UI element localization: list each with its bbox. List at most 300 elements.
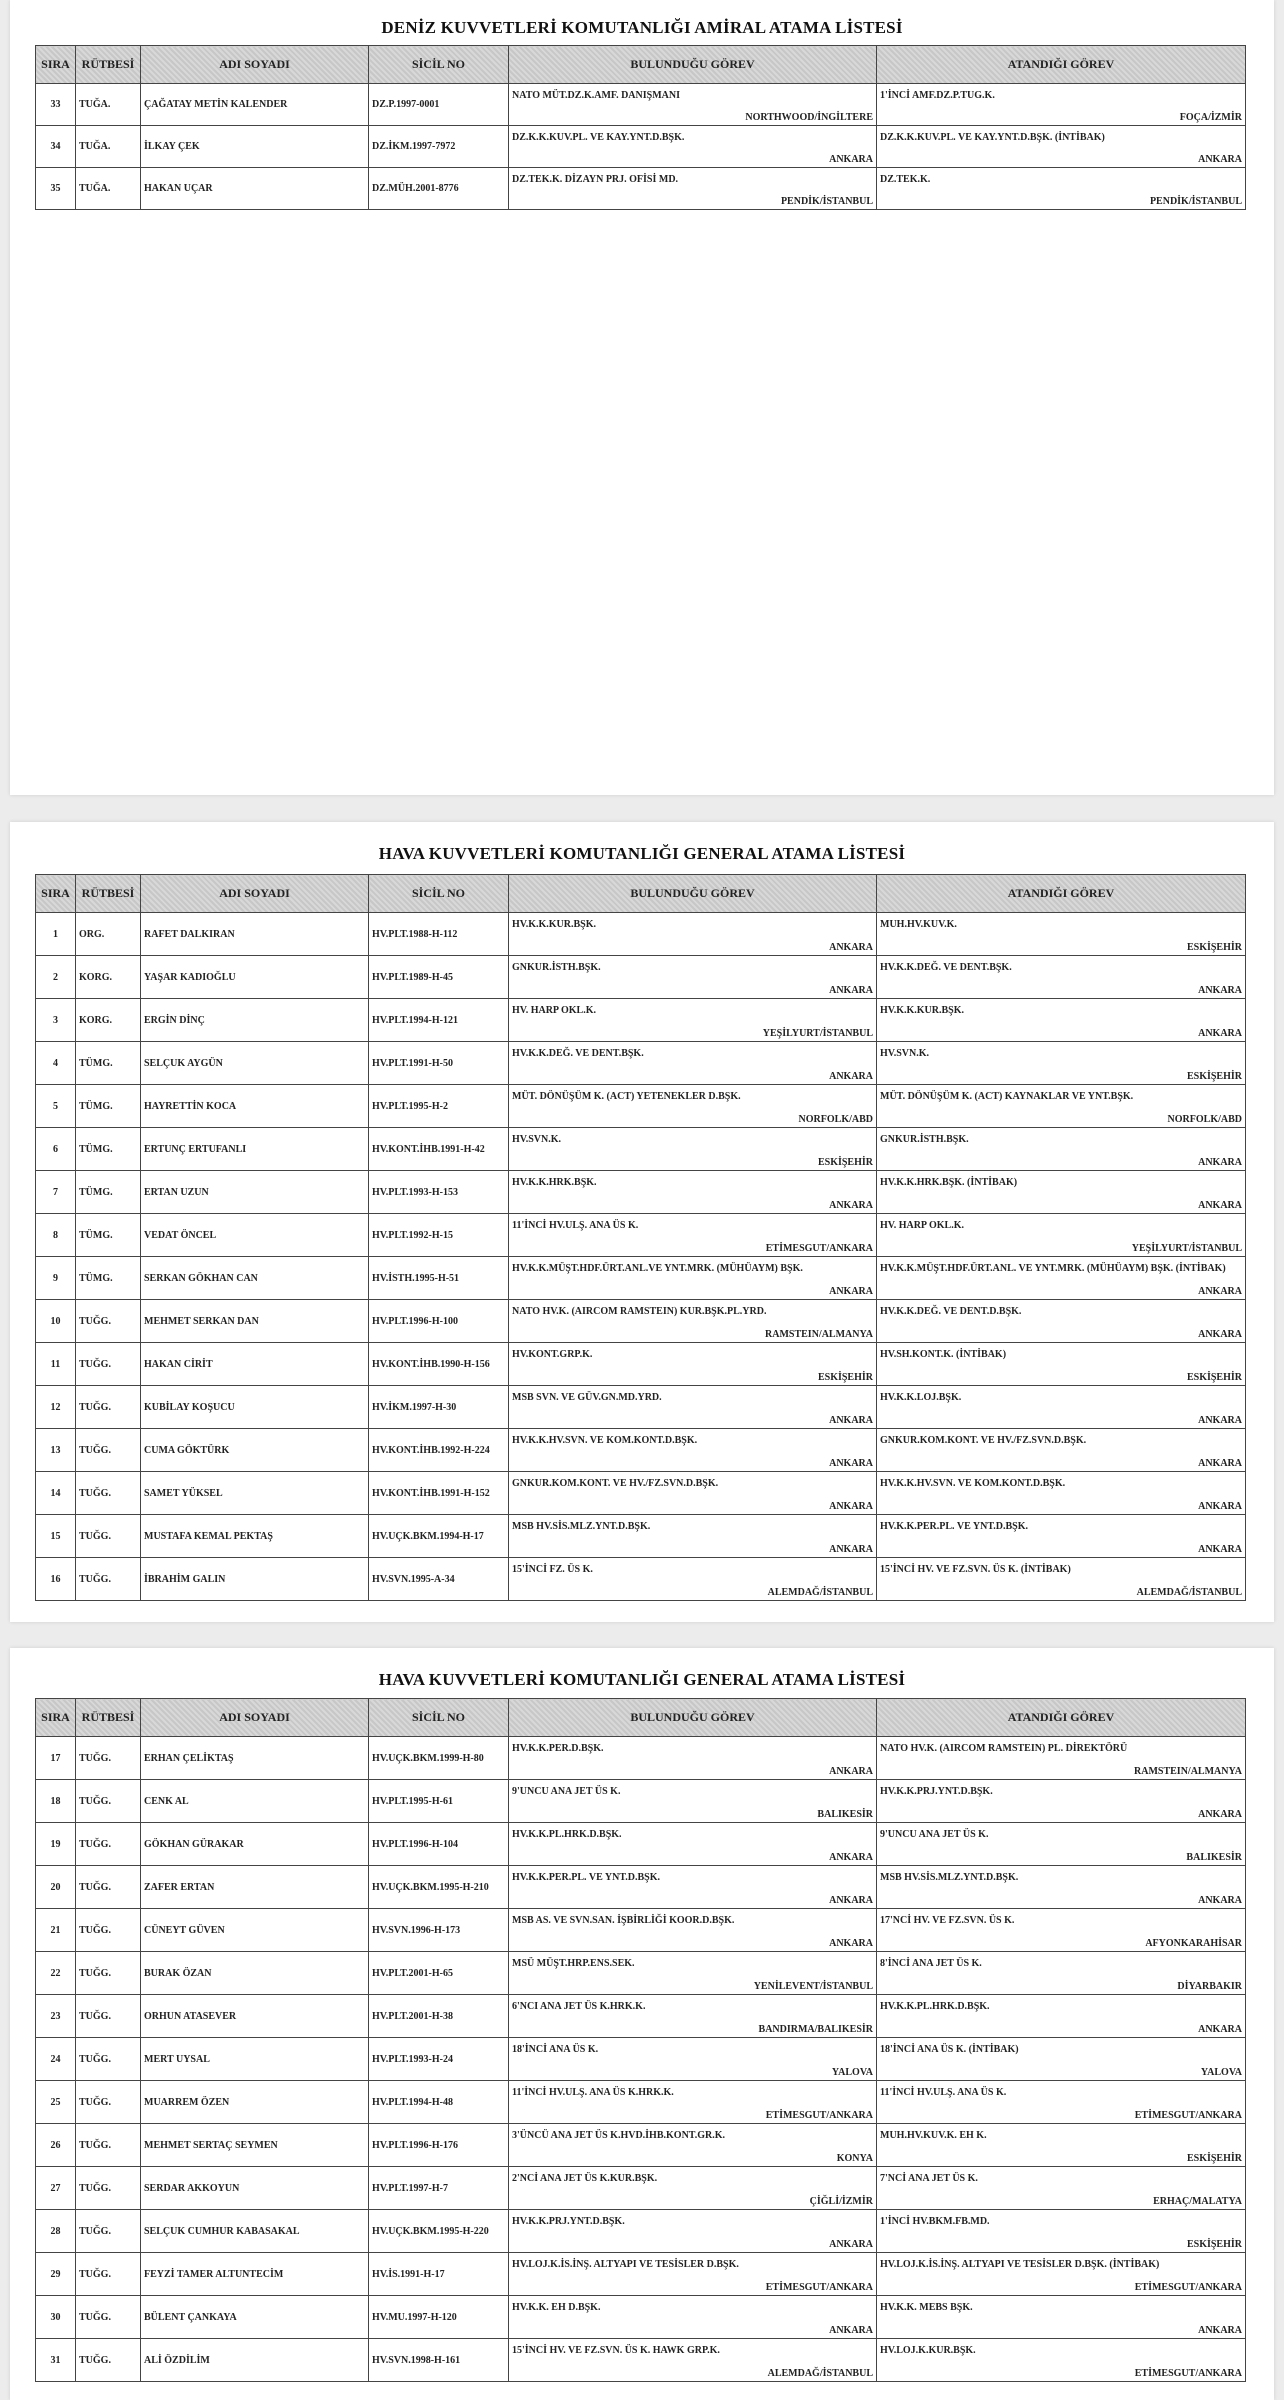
table-row [36, 999, 1246, 1042]
rank-cell: TÜMG. [76, 1171, 141, 1214]
new-duty-text: HV.LOJ.K.İS.İNŞ. ALTYAPI VE TESİSLER D.BŞK. (İNTİBAK) [880, 2259, 1160, 2270]
name-cell: YAŞAR KADIOĞLU [141, 956, 369, 999]
new-duty-cell [877, 1257, 1246, 1300]
table-row [36, 126, 1246, 168]
row-number: 20 [36, 1866, 76, 1909]
new-duty-location: ANKARA [1198, 1544, 1242, 1555]
new-duty-cell [877, 1780, 1246, 1823]
new-duty-cell [877, 1952, 1246, 1995]
new-duty-location: NORFOLK/ABD [1167, 1114, 1242, 1125]
row-number: 13 [36, 1429, 76, 1472]
new-duty-location: ANKARA [1198, 1458, 1242, 1469]
current-duty-text: GNKUR.İSTH.BŞK. [512, 962, 601, 973]
current-duty-location: ALEMDAĞ/İSTANBUL [767, 2368, 873, 2379]
row-number: 25 [36, 2081, 76, 2124]
row-number: 27 [36, 2167, 76, 2210]
current-duty-text: HV.LOJ.K.İS.İNŞ. ALTYAPI VE TESİSLER D.BŞK. [512, 2259, 739, 2270]
new-duty-location: ESKİŞEHİR [1186, 942, 1242, 953]
current-duty-location: RAMSTEIN/ALMANYA [765, 1329, 873, 1340]
current-duty-location: ANKARA [829, 2239, 873, 2250]
current-duty-text: HV.K.K.PER.PL. VE YNT.D.BŞK. [512, 1872, 660, 1883]
new-duty-text: 9'UNCU ANA JET ÜS K. [880, 1829, 989, 1840]
current-duty-location: ANKARA [829, 154, 873, 165]
new-duty-text: 7'NCİ ANA JET ÜS K. [880, 2173, 978, 2184]
sicil-cell: HV.İSTH.1995-H-51 [369, 1257, 509, 1300]
rank-cell: ORG. [76, 913, 141, 956]
current-duty-location: ANKARA [829, 985, 873, 996]
new-duty-location: ESKİŞEHİR [1186, 2153, 1242, 2164]
current-duty-text: 3'ÜNCÜ ANA JET ÜS K.HVD.İHB.KONT.GR.K. [512, 2130, 725, 2141]
table-row [36, 84, 1246, 126]
rank-cell: TUĞG. [76, 1823, 141, 1866]
row-number: 6 [36, 1128, 76, 1171]
name-cell: CENK AL [141, 1780, 369, 1823]
new-duty-text: HV.SVN.K. [880, 1048, 929, 1059]
new-duty-cell [877, 2253, 1246, 2296]
new-duty-location: ESKİŞEHİR [1186, 1372, 1242, 1383]
current-duty-text: HV.K.K.PL.HRK.D.BŞK. [512, 1829, 622, 1840]
current-duty-text: HV.K.K.DEĞ. VE DENT.BŞK. [512, 1048, 644, 1059]
current-duty-cell [509, 913, 877, 956]
current-duty-cell [509, 1737, 877, 1780]
current-duty-cell [509, 2167, 877, 2210]
current-duty-text: HV.K.K.KUR.BŞK. [512, 919, 596, 930]
current-duty-cell [509, 1952, 877, 1995]
rank-cell: TUĞG. [76, 1909, 141, 1952]
row-number: 18 [36, 1780, 76, 1823]
name-cell: RAFET DALKIRAN [141, 913, 369, 956]
table-header-row [36, 46, 1246, 84]
rank-cell: TUĞG. [76, 1472, 141, 1515]
new-duty-text: 17'NCİ HV. VE FZ.SVN. ÜS K. [880, 1915, 1015, 1926]
sicil-cell: HV.PLT.2001-H-65 [369, 1952, 509, 1995]
current-duty-text: MSB HV.SİS.MLZ.YNT.D.BŞK. [512, 1521, 651, 1532]
rank-cell: TUĞG. [76, 2167, 141, 2210]
new-duty-location: ANKARA [1198, 1157, 1242, 1168]
new-duty-location: ETİMESGUT/ANKARA [1134, 2282, 1242, 2293]
sicil-cell: HV.SVN.1996-H-173 [369, 1909, 509, 1952]
row-number: 29 [36, 2253, 76, 2296]
current-duty-cell [509, 1386, 877, 1429]
current-duty-cell [509, 1823, 877, 1866]
table-row [36, 2253, 1246, 2296]
table-row [36, 1171, 1246, 1214]
name-cell: ÇAĞATAY METİN KALENDER [141, 84, 369, 126]
rank-cell: TUĞG. [76, 1780, 141, 1823]
new-duty-cell [877, 84, 1246, 126]
name-cell: FEYZİ TAMER ALTUNTECİM [141, 2253, 369, 2296]
name-cell: VEDAT ÖNCEL [141, 1214, 369, 1257]
rank-cell: TUĞA. [76, 126, 141, 168]
new-duty-cell [877, 1909, 1246, 1952]
current-duty-cell [509, 1780, 877, 1823]
sicil-cell: HV.İKM.1997-H-30 [369, 1386, 509, 1429]
current-duty-text: HV.SVN.K. [512, 1134, 561, 1145]
new-duty-cell [877, 1866, 1246, 1909]
rank-cell: TUĞG. [76, 1429, 141, 1472]
new-duty-text: GNKUR.KOM.KONT. VE HV./FZ.SVN.D.BŞK. [880, 1435, 1087, 1446]
sicil-cell: HV.PLT.1992-H-15 [369, 1214, 509, 1257]
rank-cell: TUĞG. [76, 2038, 141, 2081]
current-duty-cell [509, 1257, 877, 1300]
sicil-cell: HV.KONT.İHB.1991-H-152 [369, 1472, 509, 1515]
new-duty-cell [877, 1214, 1246, 1257]
header-rank: RÜTBESİ [76, 1699, 141, 1737]
sicil-cell: HV.PLT.1995-H-2 [369, 1085, 509, 1128]
new-duty-location: ANKARA [1198, 1028, 1242, 1039]
current-duty-location: ANKARA [829, 1200, 873, 1211]
new-duty-cell [877, 1042, 1246, 1085]
new-duty-cell [877, 1429, 1246, 1472]
row-number: 22 [36, 1952, 76, 1995]
page-air-force-2 [10, 1648, 1274, 2400]
new-duty-location: ANKARA [1198, 154, 1242, 165]
new-duty-text: HV.K.K.PER.PL. VE YNT.D.BŞK. [880, 1521, 1028, 1532]
sicil-cell: HV.KONT.İHB.1992-H-224 [369, 1429, 509, 1472]
rank-cell: TUĞG. [76, 2081, 141, 2124]
current-duty-cell [509, 1558, 877, 1601]
row-number: 19 [36, 1823, 76, 1866]
current-duty-cell [509, 2081, 877, 2124]
assignment-table [35, 1698, 1246, 2382]
name-cell: SELÇUK CUMHUR KABASAKAL [141, 2210, 369, 2253]
row-number: 1 [36, 913, 76, 956]
current-duty-text: 18'İNCİ ANA ÜS K. [512, 2044, 599, 2055]
table-row [36, 1386, 1246, 1429]
row-number: 34 [36, 126, 76, 168]
new-duty-location: ANKARA [1198, 985, 1242, 996]
new-duty-text: 1'İNCİ AMF.DZ.P.TUG.K. [880, 90, 995, 101]
new-duty-location: ANKARA [1198, 1329, 1242, 1340]
sicil-cell: HV.PLT.1993-H-153 [369, 1171, 509, 1214]
sicil-cell: HV.İS.1991-H-17 [369, 2253, 509, 2296]
current-duty-location: ANKARA [829, 1415, 873, 1426]
current-duty-text: HV.K.K.HV.SVN. VE KOM.KONT.D.BŞK. [512, 1435, 698, 1446]
sicil-cell: HV.PLT.2001-H-38 [369, 1995, 509, 2038]
current-duty-cell [509, 1128, 877, 1171]
current-duty-cell [509, 2210, 877, 2253]
rank-cell: KORG. [76, 999, 141, 1042]
name-cell: HAKAN CİRİT [141, 1343, 369, 1386]
sicil-cell: HV.UÇK.BKM.1994-H-17 [369, 1515, 509, 1558]
sicil-cell: HV.KONT.İHB.1991-H-42 [369, 1128, 509, 1171]
new-duty-location: ANKARA [1198, 1501, 1242, 1512]
rank-cell: TUĞG. [76, 1343, 141, 1386]
table-header-row [36, 1699, 1246, 1737]
current-duty-location: ANKARA [829, 1895, 873, 1906]
new-duty-location: ANKARA [1198, 1415, 1242, 1426]
current-duty-location: ANKARA [829, 942, 873, 953]
name-cell: GÖKHAN GÜRAKAR [141, 1823, 369, 1866]
new-duty-cell [877, 1823, 1246, 1866]
header-current-duty: BULUNDUĞU GÖREV [509, 46, 877, 84]
header-rank: RÜTBESİ [76, 875, 141, 913]
new-duty-cell [877, 2038, 1246, 2081]
table-row [36, 1558, 1246, 1601]
name-cell: SELÇUK AYGÜN [141, 1042, 369, 1085]
current-duty-cell [509, 2038, 877, 2081]
new-duty-text: HV.K.K.PRJ.YNT.D.BŞK. [880, 1786, 993, 1797]
name-cell: ALİ ÖZDİLİM [141, 2339, 369, 2382]
new-duty-location: ESKİŞEHİR [1186, 1071, 1242, 1082]
current-duty-cell [509, 1300, 877, 1343]
table-row [36, 1952, 1246, 1995]
new-duty-cell [877, 1737, 1246, 1780]
current-duty-location: ANKARA [829, 1071, 873, 1082]
new-duty-cell [877, 2167, 1246, 2210]
new-duty-cell [877, 1343, 1246, 1386]
sicil-cell: HV.UÇK.BKM.1995-H-220 [369, 2210, 509, 2253]
sicil-cell: HV.PLT.1993-H-24 [369, 2038, 509, 2081]
new-duty-text: HV.K.K.DEĞ. VE DENT.BŞK. [880, 962, 1012, 973]
header-sicil: SİCİL NO [369, 46, 509, 84]
current-duty-text: DZ.K.K.KUV.PL. VE KAY.YNT.D.BŞK. [512, 132, 685, 143]
current-duty-location: YENİLEVENT/İSTANBUL [753, 1981, 873, 1992]
sicil-cell: HV.PLT.1995-H-61 [369, 1780, 509, 1823]
new-duty-text: 11'İNCİ HV.ULŞ. ANA ÜS K. [880, 2087, 1007, 2098]
current-duty-text: 2'NCİ ANA JET ÜS K.KUR.BŞK. [512, 2173, 658, 2184]
header-name: ADI SOYADI [141, 1699, 369, 1737]
new-duty-text: HV. HARP OKL.K. [880, 1220, 964, 1231]
current-duty-cell [509, 168, 877, 210]
row-number: 15 [36, 1515, 76, 1558]
row-number: 4 [36, 1042, 76, 1085]
page-title: HAVA KUVVETLERİ KOMUTANLIĞI GENERAL ATAMA LİSTESİ [378, 844, 906, 863]
new-duty-text: HV.K.K.LOJ.BŞK. [880, 1392, 962, 1403]
rank-cell: TUĞG. [76, 2339, 141, 2382]
current-duty-cell [509, 2339, 877, 2382]
header-sicil: SİCİL NO [369, 875, 509, 913]
current-duty-location: ESKİŞEHİR [817, 1157, 873, 1168]
sicil-cell: HV.SVN.1998-H-161 [369, 2339, 509, 2382]
new-duty-location: ANKARA [1198, 2325, 1242, 2336]
row-number: 21 [36, 1909, 76, 1952]
current-duty-location: ANKARA [829, 1286, 873, 1297]
sicil-cell: HV.PLT.1988-H-112 [369, 913, 509, 956]
new-duty-cell [877, 1128, 1246, 1171]
name-cell: HAKAN UÇAR [141, 168, 369, 210]
sicil-cell: HV.PLT.1989-H-45 [369, 956, 509, 999]
new-duty-cell [877, 1085, 1246, 1128]
current-duty-location: PENDİK/İSTANBUL [780, 196, 873, 207]
page-title: HAVA KUVVETLERİ KOMUTANLIĞI GENERAL ATAMA LİSTESİ [378, 1670, 906, 1689]
new-duty-location: ESKİŞEHİR [1186, 2239, 1242, 2250]
new-duty-text: HV.K.K.KUR.BŞK. [880, 1005, 964, 1016]
table-row [36, 1343, 1246, 1386]
rank-cell: TUĞG. [76, 1558, 141, 1601]
new-duty-location: ETİMESGUT/ANKARA [1134, 2368, 1242, 2379]
table-row [36, 1085, 1246, 1128]
new-duty-text: 15'İNCİ HV. VE FZ.SVN. ÜS K. (İNTİBAK) [880, 1564, 1071, 1575]
new-duty-cell [877, 1386, 1246, 1429]
new-duty-cell [877, 2339, 1246, 2382]
current-duty-cell [509, 1042, 877, 1085]
rank-cell: TUĞG. [76, 1386, 141, 1429]
current-duty-location: YEŞİLYURT/İSTANBUL [762, 1028, 873, 1039]
rank-cell: TUĞG. [76, 2210, 141, 2253]
sicil-cell: DZ.P.1997-0001 [369, 84, 509, 126]
current-duty-location: ESKİŞEHİR [817, 1372, 873, 1383]
new-duty-text: HV.K.K. MEBS BŞK. [880, 2302, 973, 2313]
name-cell: ZAFER ERTAN [141, 1866, 369, 1909]
current-duty-cell [509, 999, 877, 1042]
new-duty-location: RAMSTEIN/ALMANYA [1134, 1766, 1242, 1777]
row-number: 9 [36, 1257, 76, 1300]
name-cell: MUARREM ÖZEN [141, 2081, 369, 2124]
row-number: 5 [36, 1085, 76, 1128]
rank-cell: TUĞG. [76, 1515, 141, 1558]
header-new-duty: ATANDIĞI GÖREV [877, 46, 1246, 84]
header-sira: SIRA [36, 46, 76, 84]
current-duty-text: GNKUR.KOM.KONT. VE HV./FZ.SVN.D.BŞK. [512, 1478, 719, 1489]
new-duty-location: ANKARA [1198, 1286, 1242, 1297]
row-number: 10 [36, 1300, 76, 1343]
current-duty-location: ÇİĞLİ/İZMİR [809, 2196, 873, 2207]
current-duty-text: 6'NCI ANA JET ÜS K.HRK.K. [512, 2001, 646, 2012]
name-cell: BÜLENT ÇANKAYA [141, 2296, 369, 2339]
current-duty-location: NORFOLK/ABD [798, 1114, 873, 1125]
rank-cell: TÜMG. [76, 1042, 141, 1085]
new-duty-cell [877, 126, 1246, 168]
header-new-duty: ATANDIĞI GÖREV [877, 1699, 1246, 1737]
row-number: 23 [36, 1995, 76, 2038]
table-row [36, 1472, 1246, 1515]
current-duty-cell [509, 1171, 877, 1214]
current-duty-cell [509, 1214, 877, 1257]
row-number: 7 [36, 1171, 76, 1214]
sicil-cell: HV.UÇK.BKM.1999-H-80 [369, 1737, 509, 1780]
new-duty-text: HV.K.K.HRK.BŞK. (İNTİBAK) [880, 1177, 1018, 1188]
row-number: 11 [36, 1343, 76, 1386]
row-number: 24 [36, 2038, 76, 2081]
rank-cell: TUĞG. [76, 1995, 141, 2038]
new-duty-cell [877, 2124, 1246, 2167]
row-number: 3 [36, 999, 76, 1042]
new-duty-location: YALOVA [1200, 2067, 1242, 2078]
header-new-duty: ATANDIĞI GÖREV [877, 875, 1246, 913]
rank-cell: TUĞG. [76, 1952, 141, 1995]
current-duty-cell [509, 1429, 877, 1472]
current-duty-cell [509, 1085, 877, 1128]
new-duty-text: DZ.TEK.K. [880, 174, 931, 185]
rank-cell: TÜMG. [76, 1214, 141, 1257]
current-duty-cell [509, 2253, 877, 2296]
new-duty-cell [877, 2296, 1246, 2339]
table-row [36, 913, 1246, 956]
name-cell: BURAK ÖZAN [141, 1952, 369, 1995]
new-duty-location: ANKARA [1198, 1809, 1242, 1820]
current-duty-location: BALIKESİR [817, 1809, 873, 1820]
sicil-cell: HV.PLT.1994-H-48 [369, 2081, 509, 2124]
sicil-cell: HV.PLT.1991-H-50 [369, 1042, 509, 1085]
new-duty-cell [877, 2081, 1246, 2124]
new-duty-location: AFYONKARAHİSAR [1145, 1938, 1242, 1949]
new-duty-text: GNKUR.İSTH.BŞK. [880, 1134, 969, 1145]
name-cell: ERHAN ÇELİKTAŞ [141, 1737, 369, 1780]
new-duty-text: MSB HV.SİS.MLZ.YNT.D.BŞK. [880, 1872, 1019, 1883]
current-duty-location: ANKARA [829, 1501, 873, 1512]
current-duty-location: BANDIRMA/BALIKESİR [758, 2024, 873, 2035]
rank-cell: TUĞA. [76, 84, 141, 126]
new-duty-location: YEŞİLYURT/İSTANBUL [1131, 1243, 1242, 1254]
name-cell: SERDAR AKKOYUN [141, 2167, 369, 2210]
row-number: 26 [36, 2124, 76, 2167]
rank-cell: TUĞA. [76, 168, 141, 210]
table-row [36, 1909, 1246, 1952]
current-duty-text: NATO MÜT.DZ.K.AMF. DANIŞMANI [512, 90, 680, 101]
new-duty-location: ANKARA [1198, 1200, 1242, 1211]
table-row [36, 2210, 1246, 2253]
new-duty-location: ETİMESGUT/ANKARA [1134, 2110, 1242, 2121]
header-sira: SIRA [36, 875, 76, 913]
name-cell: MEHMET SERTAÇ SEYMEN [141, 2124, 369, 2167]
rank-cell: TÜMG. [76, 1085, 141, 1128]
table-row [36, 1042, 1246, 1085]
new-duty-text: MÜT. DÖNÜŞÜM K. (ACT) KAYNAKLAR VE YNT.BŞK. [880, 1091, 1134, 1102]
current-duty-location: ETİMESGUT/ANKARA [765, 1243, 873, 1254]
table-row [36, 1737, 1246, 1780]
sicil-cell: HV.MU.1997-H-120 [369, 2296, 509, 2339]
new-duty-cell [877, 1515, 1246, 1558]
current-duty-cell [509, 126, 877, 168]
name-cell: HAYRETTİN KOCA [141, 1085, 369, 1128]
name-cell: İLKAY ÇEK [141, 126, 369, 168]
table-row [36, 2339, 1246, 2382]
current-duty-location: ANKARA [829, 1852, 873, 1863]
current-duty-text: MÜT. DÖNÜŞÜM K. (ACT) YETENEKLER D.BŞK. [512, 1091, 741, 1102]
table-row [36, 1429, 1246, 1472]
new-duty-location: FOÇA/İZMİR [1179, 112, 1242, 123]
current-duty-text: NATO HV.K. (AIRCOM RAMSTEIN) KUR.BŞK.PL.YRD. [512, 1306, 767, 1317]
rank-cell: TUĞG. [76, 2253, 141, 2296]
row-number: 2 [36, 956, 76, 999]
new-duty-location: ANKARA [1198, 1895, 1242, 1906]
current-duty-cell [509, 1995, 877, 2038]
current-duty-cell [509, 1515, 877, 1558]
current-duty-location: ANKARA [829, 2325, 873, 2336]
name-cell: ERTUNÇ ERTUFANLI [141, 1128, 369, 1171]
table-row [36, 1780, 1246, 1823]
new-duty-location: ALEMDAĞ/İSTANBUL [1136, 1587, 1242, 1598]
table-row [36, 1515, 1246, 1558]
table-row [36, 2124, 1246, 2167]
header-name: ADI SOYADI [141, 875, 369, 913]
name-cell: MEHMET SERKAN DAN [141, 1300, 369, 1343]
row-number: 8 [36, 1214, 76, 1257]
page-air-force-1 [10, 822, 1274, 1622]
new-duty-text: DZ.K.K.KUV.PL. VE KAY.YNT.D.BŞK. (İNTİBAK) [880, 132, 1105, 143]
sicil-cell: HV.SVN.1995-A-34 [369, 1558, 509, 1601]
table-row [36, 2038, 1246, 2081]
current-duty-text: MSÜ MÜŞT.HRP.ENS.SEK. [512, 1958, 635, 1969]
new-duty-text: MUH.HV.KUV.K. EH K. [880, 2130, 987, 2141]
table-row [36, 1214, 1246, 1257]
row-number: 30 [36, 2296, 76, 2339]
name-cell: CUMA GÖKTÜRK [141, 1429, 369, 1472]
row-number: 33 [36, 84, 76, 126]
table-row [36, 2167, 1246, 2210]
row-number: 17 [36, 1737, 76, 1780]
new-duty-cell [877, 2210, 1246, 2253]
new-duty-text: HV.K.K.PL.HRK.D.BŞK. [880, 2001, 990, 2012]
new-duty-text: 18'İNCİ ANA ÜS K. (İNTİBAK) [880, 2044, 1019, 2055]
current-duty-text: HV.K.K.MÜŞT.HDF.ÜRT.ANL.VE YNT.MRK. (MÜHÜAYM) BŞK. [512, 1263, 803, 1274]
current-duty-location: KONYA [836, 2153, 873, 2164]
new-duty-cell [877, 1472, 1246, 1515]
rank-cell: TUĞG. [76, 1737, 141, 1780]
new-duty-cell [877, 913, 1246, 956]
page-navy [10, 0, 1274, 795]
